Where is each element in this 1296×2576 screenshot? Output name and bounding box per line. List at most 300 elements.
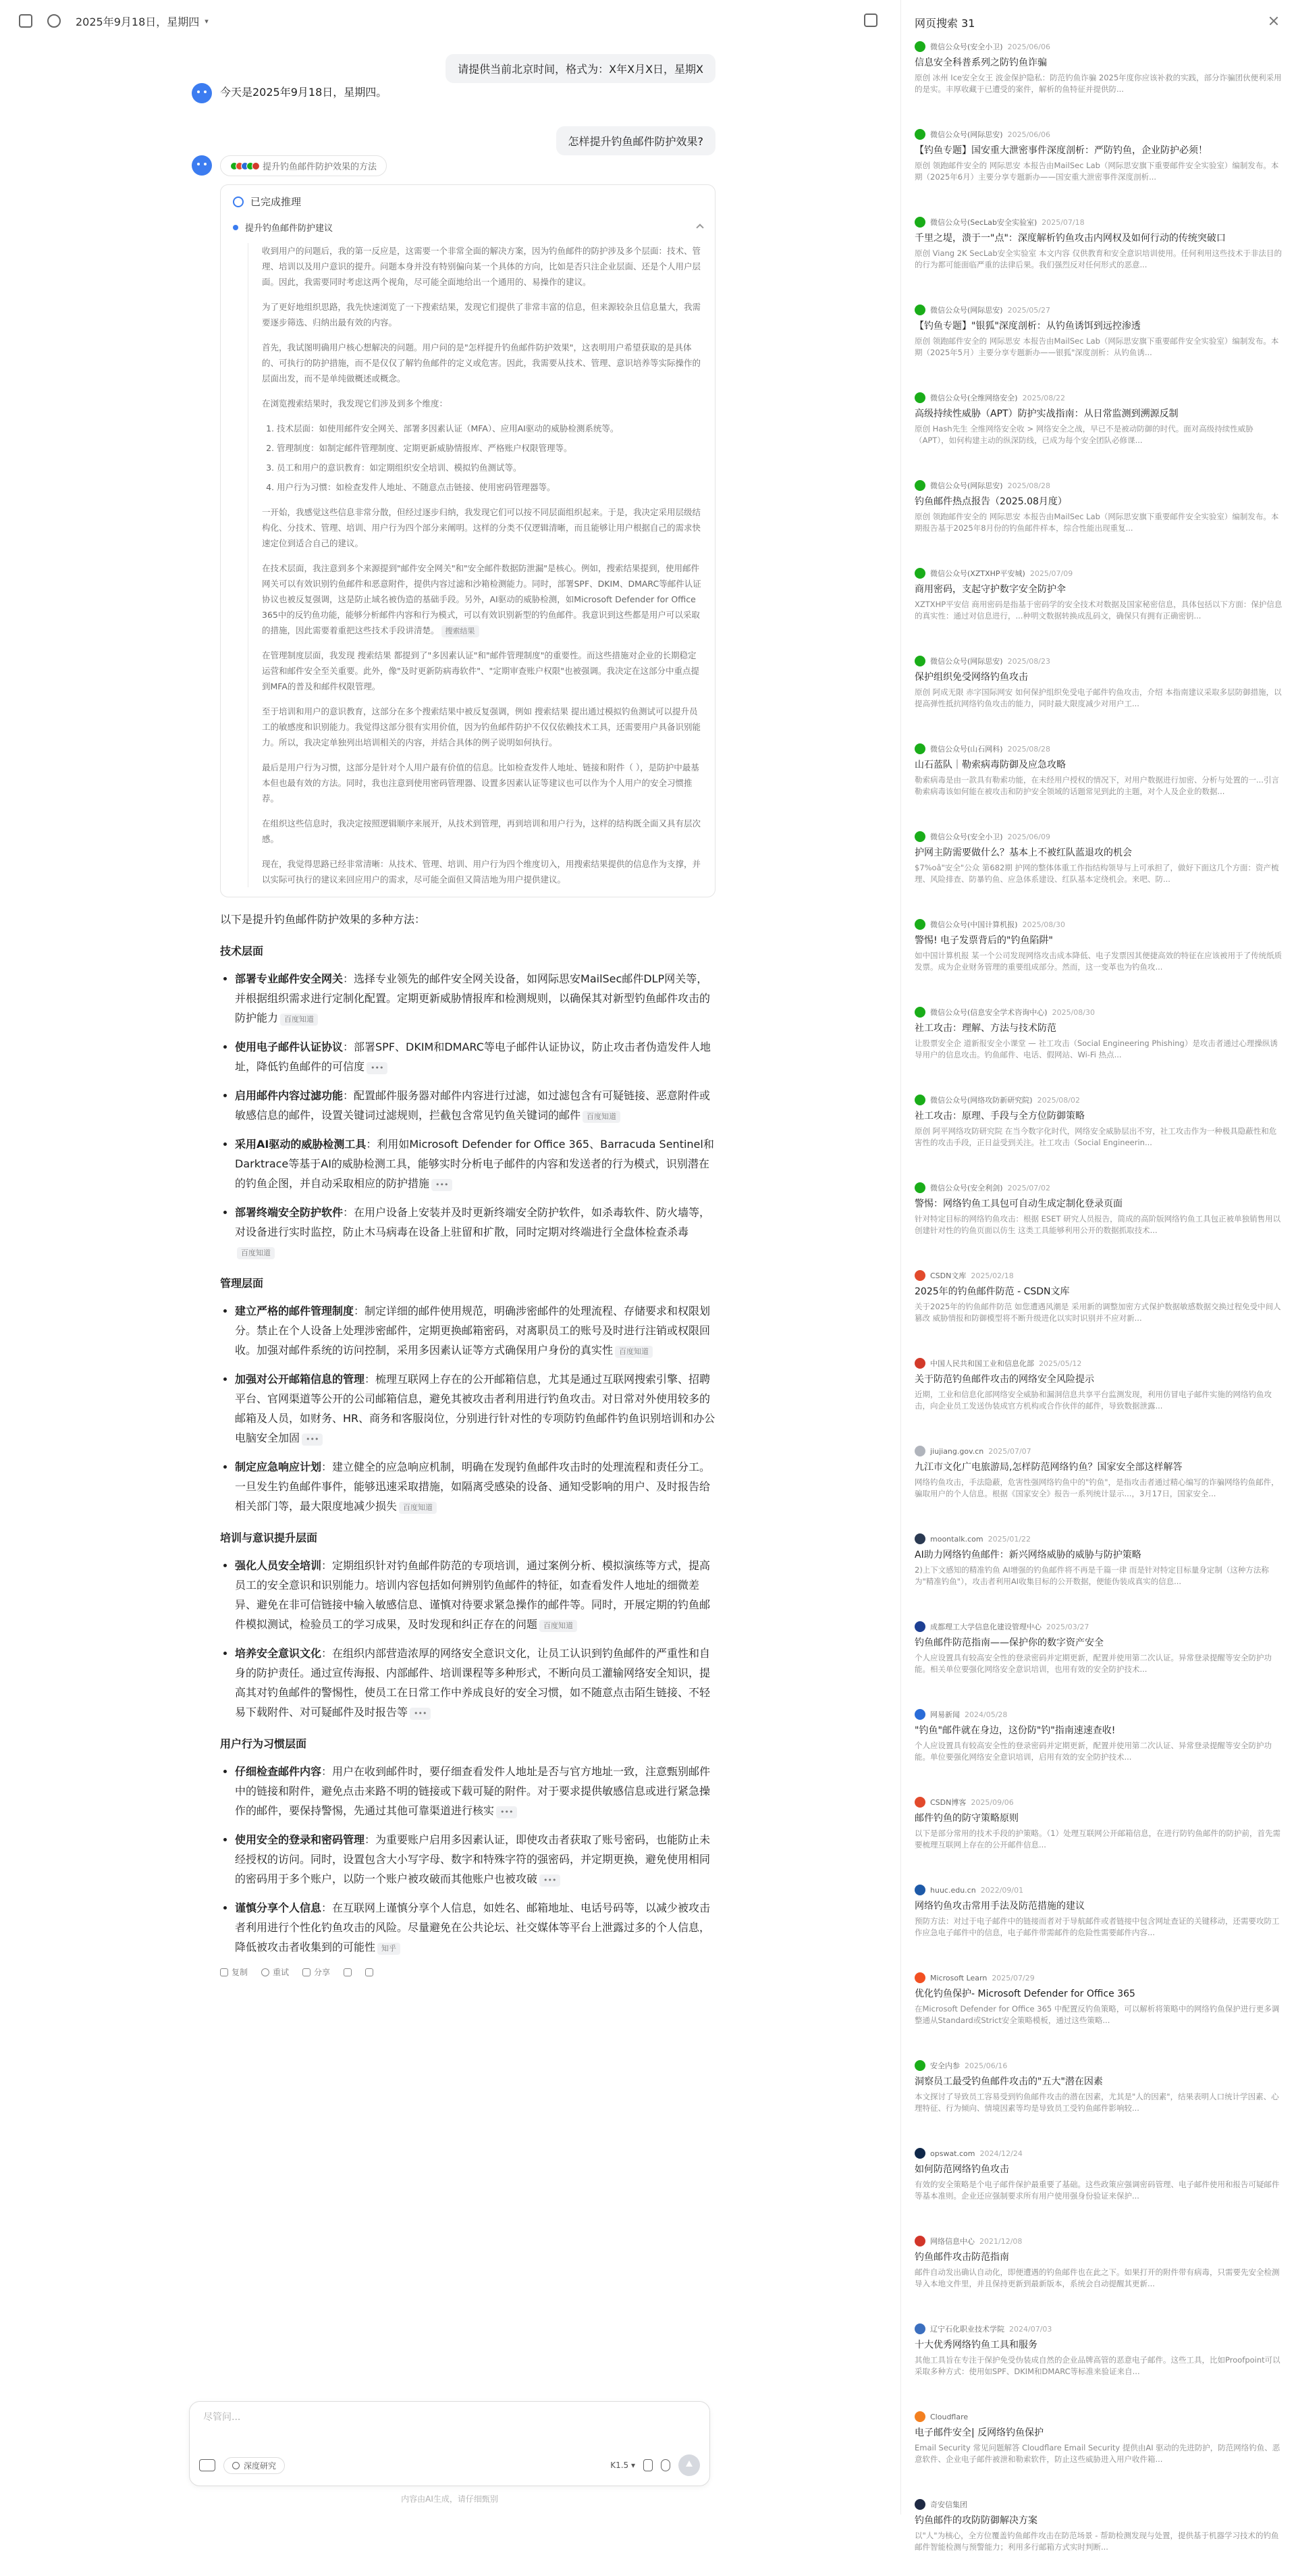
answer-item-title: 使用电子邮件认证协议 bbox=[235, 1041, 344, 1053]
panel-title: 网页搜索 31 bbox=[915, 17, 975, 30]
reference-date: 2025/01/22 bbox=[988, 1534, 1031, 1544]
reference-source: 微信公众号(安全小卫) bbox=[930, 833, 1003, 841]
close-icon[interactable] bbox=[1269, 16, 1278, 26]
new-chat-icon[interactable] bbox=[47, 14, 61, 28]
answer-item-text: ：配置邮件服务器对邮件内容进行过滤，如过滤包含有可疑链接、恶意附件或敏感信息的邮件，设置关键词过滤规则，拦截包含常见钓鱼关键词的邮件 bbox=[235, 1089, 711, 1122]
citation-tag[interactable]: ••• bbox=[431, 1179, 452, 1191]
reference-meta bbox=[915, 1709, 1282, 1720]
reasoning-paragraph: 在组织这些信息时，我决定按照逻辑顺序来展开，从技术到管理，再到培训和用户行为，这样的结构既全面又具有层次感。 bbox=[262, 818, 701, 844]
reference-meta bbox=[915, 743, 1282, 754]
reference-title[interactable]: 保护组织免受网络钓鱼攻击 bbox=[915, 672, 1028, 683]
source-favicon-icon bbox=[915, 2148, 925, 2159]
reference-list bbox=[915, 41, 1282, 2576]
reference-date: 2024/05/28 bbox=[965, 1710, 1008, 1719]
reference-meta bbox=[915, 41, 1282, 52]
assistant-avatar bbox=[192, 155, 212, 176]
answer-item bbox=[235, 1134, 716, 1193]
answer-item-title: 制定应急响应计划 bbox=[235, 1461, 322, 1473]
reference-meta bbox=[915, 568, 1282, 579]
refresh-icon bbox=[261, 1968, 269, 1976]
chat-thread bbox=[189, 42, 716, 1978]
answer-item-title: 部署终端安全防护软件 bbox=[235, 1206, 344, 1219]
share-icon[interactable] bbox=[864, 14, 878, 27]
source-favicon-icon bbox=[915, 217, 925, 228]
reference-date: 2025/05/27 bbox=[1007, 305, 1050, 315]
source-favicon-icon bbox=[915, 743, 925, 754]
reference-item[interactable] bbox=[915, 1797, 1282, 1874]
reference-date: 2025/08/28 bbox=[1007, 744, 1050, 754]
reasoning-text: 在技术层面，我注意到多个来源提到"邮件安全网关"和"安全邮件数据防泄漏"是核心。例如，搜索结果提到，使用邮件网关可以有效识别钓鱼邮件和恶意附件，提供内容过滤和沙箱检测能力。同时，部署SPF、DKIM、DMARC等邮件认证协议也被反复强调，这是防止域名被伪造的基础手段。另外，AI驱动的威胁检测，如Microsoft Defender for Office 365中的反钓鱼功能，能够分析邮件内容和行为模式，可以有效识别新型的钓鱼邮件。我意识到这些都是用户可以采取的措施，因此需要着重把这些技术手段讲清楚。 bbox=[262, 563, 701, 635]
source-favicon-icon bbox=[915, 2499, 925, 2510]
reference-title[interactable]: 警惕! 电子发票背后的"钓鱼陷阱" bbox=[915, 935, 1053, 946]
reference-item[interactable] bbox=[915, 2148, 1282, 2225]
reference-meta bbox=[915, 2499, 1282, 2510]
reference-source: huuc.edu.cn bbox=[930, 1885, 976, 1895]
reference-meta bbox=[915, 1533, 1282, 1544]
chat-title-dropdown[interactable] bbox=[76, 14, 209, 29]
source-favicon-icon bbox=[915, 2323, 925, 2334]
reasoning-header[interactable] bbox=[233, 194, 703, 209]
citation-tag[interactable]: 搜索结果 bbox=[441, 625, 479, 637]
reference-meta bbox=[915, 1182, 1282, 1193]
answer-item-text: ：建立健全的应急响应机制，明确在发现钓鱼邮件攻击时的处理流程和责任分工。一旦发生钓鱼邮件事件，能够迅速采取措施，如隔离受感染的设备、通知受影响的用户、及时报告给相关部门等，最大限度地减少损失 bbox=[235, 1461, 711, 1513]
deep-research-button[interactable] bbox=[223, 2457, 285, 2474]
section-list bbox=[235, 1301, 716, 1516]
source-favicon-icon bbox=[915, 1182, 925, 1193]
assistant-text: 今天是2025年9月18日，星期四。 bbox=[220, 86, 387, 99]
source-favicon-icon bbox=[915, 1446, 925, 1456]
source-favicons bbox=[230, 162, 257, 170]
answer-item bbox=[235, 969, 716, 1028]
reference-snippet: 针对特定目标的网络钓鱼攻击：根据 ESET 研究人员报告，简成的高阶版网络钓鱼工具包正被单独销售用以创建针对性的钓鱼页面以仿生 这类工具能够利用公开的数据抓取技术... bbox=[915, 1214, 1281, 1235]
model-label: K1.5 bbox=[610, 2461, 629, 2470]
source-favicon-icon bbox=[915, 1095, 925, 1105]
reference-title[interactable]: 护网主防需要做什么？基本上不被红队蓝退攻的机会 bbox=[915, 847, 1132, 858]
reference-item[interactable] bbox=[915, 1621, 1282, 1698]
reference-snippet: $7%oâ"安全"公众 第682期 护网的整体体重工作指结构领导与上可承担了，做好下面这几个方面：资产梳理、风险排查、防暴钓鱼、应急体系建设、红队基本定绕机会。来吧、防... bbox=[915, 863, 1279, 884]
answer-item bbox=[235, 1898, 716, 1957]
reference-source: 成都理工大学信息化建设管理中心 bbox=[930, 1623, 1042, 1631]
reference-snippet: 关于2025年的钓鱼邮件防范 如您遭遇风潮是 采用新的调整加密方式保护数据敏感数据交换过程免受中间人篡改 威胁情报和防御模型将不断升级进化以实时识别并不应对新... bbox=[915, 1302, 1281, 1323]
source-favicon-icon bbox=[915, 1270, 925, 1281]
citation-tag[interactable]: ••• bbox=[539, 1874, 560, 1887]
reference-item[interactable] bbox=[915, 2411, 1282, 2488]
section-heading: 管理层面 bbox=[220, 1277, 264, 1290]
reference-snippet: 邮件自动发出确认自动化，即便遭遇的钓鱼邮件也在此之下。如果打开的附件带有病毒，只需要先安全检测导入本地文件里，并且保持更新到最新版本，系统会自动提醒其更新... bbox=[915, 2267, 1280, 2288]
section-heading: 培训与意识提升层面 bbox=[220, 1531, 318, 1544]
reference-snippet: 原创 Hash先生 全维网络安全收 > 网络安全之战，早已不是被动防御的时代。面对高级持续性威胁（APT），如何构建主动的纵深防线，已成为每个安全团队必修课... bbox=[915, 424, 1253, 445]
citation-tag[interactable]: 百度知道 bbox=[280, 1014, 318, 1026]
reference-title[interactable]: 钓鱼邮件攻击防范指南 bbox=[915, 2252, 1009, 2263]
reasoning-paragraph: 至于培训和用户的意识教育，这部分在多个搜索结果中被反复强调，例如 搜索结果 提出通过模拟钓鱼测试可以提升员工的敏感度和识别能力。我觉得这部分很有实用价值，因为钓鱼邮件防护不仅仅依赖技术工具，还需要用户具备识别能力。所以，我决定单独列出培训相关的内容，并结合具体的例子说明如何执行。 bbox=[262, 706, 701, 747]
reference-title[interactable]: 【钓鱼专题】"银狐"深度剖析：从钓鱼诱饵到远控渗透 bbox=[915, 321, 1141, 332]
reference-date: 2022/09/01 bbox=[980, 1885, 1024, 1895]
reference-source: CSDN博客 bbox=[930, 1798, 967, 1807]
answer-item-title: 使用安全的登录和密码管理 bbox=[235, 1833, 365, 1846]
reference-source: jiujiang.gov.cn bbox=[930, 1446, 984, 1456]
answer-item-text: ：在用户设备上安装并及时更新终端安全防护软件，如杀毒软件、防火墙等，对设备进行实时监控，防止木马病毒在设备上驻留和扩散，同时定期对终端进行全盘体检查杀毒 bbox=[235, 1206, 711, 1238]
deep-research-icon bbox=[232, 2462, 240, 2469]
assistant-message bbox=[189, 83, 716, 102]
copy-icon bbox=[220, 1968, 228, 1976]
reference-source: 辽宁石化职业技术学院 bbox=[930, 2325, 1004, 2334]
citation-tag[interactable]: 百度知道 bbox=[237, 1247, 275, 1259]
reference-item[interactable] bbox=[915, 217, 1282, 294]
reference-item[interactable] bbox=[915, 392, 1282, 469]
answer-item bbox=[235, 1203, 716, 1261]
reasoning-list bbox=[277, 421, 703, 495]
reference-date: 2025/07/18 bbox=[1042, 217, 1085, 227]
reference-snippet: 个人应设置具有较高安全性的登录密码并定期更新，配置并使用第二次认证。异常登录提醒等安全防护功能。相关单位要强化网络安全意识培训，也用有效的安全防护技术... bbox=[915, 1653, 1272, 1674]
reference-title[interactable]: 信息安全科普系列之防钓鱼诈骗 bbox=[915, 57, 1047, 68]
answer-item-title: 仔细检查邮件内容 bbox=[235, 1765, 322, 1778]
reference-snippet: 在Microsoft Defender for Office 365 中配置反钓鱼策略，可以解析将策略中的网络钓鱼保护进行更多调整通从Standard或Strict安全策略模板，通过这些策略... bbox=[915, 2004, 1280, 2025]
send-button[interactable] bbox=[678, 2454, 700, 2476]
reference-item[interactable] bbox=[915, 1007, 1282, 1084]
answer-item-text: ：部署SPF、DKIM和DMARC等电子邮件认证协议，防止攻击者伪造发件人地址，降低钓鱼邮件的可信度 bbox=[235, 1041, 711, 1073]
composer-toolbar bbox=[199, 2454, 700, 2476]
reference-source: Microsoft Learn bbox=[930, 1973, 988, 1982]
reference-date: 2025/07/09 bbox=[1029, 569, 1073, 578]
copy-button[interactable] bbox=[220, 1966, 248, 1978]
chevron-up-icon[interactable] bbox=[696, 224, 703, 231]
source-favicon-icon bbox=[915, 1885, 925, 1895]
reference-title[interactable]: 钓鱼邮件的攻防防御解决方案 bbox=[915, 2515, 1037, 2526]
reference-snippet: 原创 阿成无限 赤字国际网安 如何保护组织免受电子邮件钓鱼攻击，介绍 本指南建议采取多层防御措施，以提高弹性抵抗网络钓鱼攻击的能力，同时最大限度减少对用户工... bbox=[915, 687, 1282, 708]
reference-source: 微信公众号(SecLab安全实验室) bbox=[930, 218, 1037, 227]
reasoning-step-label: 提升钓鱼邮件防护建议 bbox=[245, 224, 333, 234]
step-dot-icon bbox=[233, 225, 238, 230]
reference-meta bbox=[915, 392, 1282, 403]
attach-icon[interactable] bbox=[643, 2459, 653, 2471]
reference-meta bbox=[915, 1358, 1282, 1369]
reference-title[interactable]: AI助力网络钓鱼邮件：新兴网络威胁的威胁与防护策略 bbox=[915, 1550, 1141, 1560]
reference-meta bbox=[915, 2060, 1282, 2071]
answer-item-title: 部署专业邮件安全网关 bbox=[235, 972, 344, 985]
reference-snippet: Email Security 常见问题解答 Cloudflare Email Security 提供由AI 驱动的先进防护，防范网络钓鱼、恶意软件、企业电子邮件被泄和勒索软件，防止这些威胁进入用户收件箱... bbox=[915, 2443, 1280, 2464]
reasoning-paragraph: 首先，我试图明确用户核心想解决的问题。用户问的是"怎样提升钓鱼邮件防护效果"，这表明用户希望获取的是具体的、可执行的防护措施，而不是仅仅了解钓鱼邮件的定义或危害。因此，我需要从技术、管理、意识培养等实际操作的层面出发，而不是单纯做概述或概念。 bbox=[262, 342, 701, 384]
reference-title[interactable]: 警惕：网络钓鱼工具包可自动生成定制化登录页面 bbox=[915, 1199, 1123, 1209]
answer-item-text: ：用户在收到邮件时，要仔细查看发件人地址是否与官方地址一致，注意甄别邮件中的链接和附件，避免点击来路不明的链接或下载可疑的附件。对于要求提供敏感信息或进行紧急操作的邮件，要保持警惕，先通过其他可靠渠道进行核实 bbox=[235, 1765, 711, 1817]
source-favicon-icon bbox=[915, 480, 925, 491]
reference-snippet: 近期，工业和信息化部网络安全威胁和漏洞信息共享平台监测发现，利用仿冒电子邮件实施的网络钓鱼攻击，向企业员工发送伪装成官方机构或合作伙伴的邮件，导致数据泄露... bbox=[915, 1390, 1272, 1411]
reference-title[interactable]: 关于防范钓鱼邮件攻击的网络安全风险提示 bbox=[915, 1374, 1094, 1385]
citation-tag[interactable]: ••• bbox=[302, 1434, 323, 1446]
reference-snippet: 如中国计算机报 某一个公司发现网络攻击成本降低、电子发票因其便捷高效的特征在应该被用于了传统纸质发票。成为企业财务管理的重要组成部分。然而，这一变革也为钓鱼攻... bbox=[915, 951, 1282, 972]
reference-title[interactable]: 电子邮件安全| 反网络钓鱼保护 bbox=[915, 2427, 1044, 2438]
tools-icon[interactable] bbox=[199, 2459, 215, 2471]
reference-source: moontalk.com bbox=[930, 1534, 983, 1544]
thumbs-up-button[interactable] bbox=[344, 1968, 352, 1976]
reference-date: 2025/06/06 bbox=[1007, 130, 1050, 139]
reference-source: opswat.com bbox=[930, 2149, 975, 2158]
citation-tag[interactable]: ••• bbox=[496, 1806, 517, 1818]
reference-item[interactable] bbox=[915, 2499, 1282, 2576]
reference-source: 微信公众号(网际思安) bbox=[930, 657, 1003, 666]
reference-title[interactable]: 千里之堤，溃于一"点"：深度解析钓鱼攻击内网权及如何行动的传统突破口 bbox=[915, 233, 1226, 244]
citation-tag[interactable]: 百度知道 bbox=[615, 1346, 653, 1358]
reference-item[interactable] bbox=[915, 1446, 1282, 1523]
reference-title[interactable]: 2025年的钓鱼邮件防范 - CSDN文库 bbox=[915, 1286, 1070, 1297]
disclaimer: 内容由AI生成，请仔细甄别 bbox=[401, 2494, 498, 2504]
reference-title[interactable]: 山石蓝队｜勒索病毒防御及应急攻略 bbox=[915, 760, 1066, 770]
reference-snippet: 原创 领跑邮件安全的 网际思安 本报告由MailSec Lab（网际思安旗下重要邮件安全实验室）编制发布。本期（2025年5月）主要分享专题新办——银狐"深度剖析：从钓鱼诱... bbox=[915, 336, 1279, 357]
answer-item-text: ：制定详细的邮件使用规范，明确涉密邮件的处理流程、存储要求和权限划分。禁止在个人设备上处理涉密邮件，定期更换邮箱密码，对离职员工的账号及时进行注销或权限回收。加强对邮件系统的访问控制，采用多因素认证等方式确保用户身份的真实性 bbox=[235, 1305, 711, 1357]
reference-date: 2025/07/02 bbox=[1007, 1183, 1050, 1192]
reference-meta bbox=[915, 2323, 1282, 2334]
reference-date: 2024/07/03 bbox=[1009, 2324, 1052, 2334]
assistant-avatar bbox=[192, 83, 212, 103]
reference-meta bbox=[915, 1797, 1282, 1808]
source-favicon-icon bbox=[915, 656, 925, 666]
reference-source: 微信公众号(网际思安) bbox=[930, 130, 1003, 139]
user-message: 怎样提升钓鱼邮件防护效果? bbox=[556, 126, 716, 155]
reference-item[interactable] bbox=[915, 1095, 1282, 1172]
deep-research-label: 深度研究 bbox=[244, 2461, 277, 2471]
reference-item[interactable] bbox=[915, 2060, 1282, 2137]
reference-source: 微信公众号(山石网科) bbox=[930, 745, 1003, 754]
answer-item bbox=[235, 1369, 716, 1448]
retry-button[interactable] bbox=[261, 1966, 289, 1978]
share-button[interactable] bbox=[302, 1966, 330, 1978]
chat-title: 2025年9月18日，星期四 bbox=[76, 15, 200, 28]
citation-tag[interactable]: 知乎 bbox=[377, 1943, 400, 1955]
source-favicon-icon bbox=[915, 919, 925, 930]
reference-source: CSDN文库 bbox=[930, 1271, 967, 1280]
reference-snippet: 勒索病毒是由一款具有勒索功能，在未经用户授权的情况下，对用户数据进行加密、分析与处置的一...引言勒索病毒该如何能在被攻击和防护安全领域的话题常见到此的主题，对个人及企业的数据... bbox=[915, 775, 1279, 796]
source-favicon-icon bbox=[915, 305, 925, 315]
section-list bbox=[235, 1556, 716, 1722]
source-favicon-icon bbox=[915, 1621, 925, 1632]
reference-title[interactable]: 优化钓鱼保护- Microsoft Defender for Office 365 bbox=[915, 1989, 1135, 1999]
reference-meta bbox=[915, 1621, 1282, 1632]
reference-item[interactable] bbox=[915, 1358, 1282, 1435]
citation-tag[interactable]: 百度知道 bbox=[539, 1620, 577, 1632]
reference-snippet: 个人应设置具有较高安全性的登录密码并定期更新，配置并使用第二次认证、异常登录提醒等安全防护功能。单位要强化网络安全意识培训，启用有效的安全防护技术... bbox=[915, 1741, 1272, 1762]
thumbs-down-icon bbox=[365, 1968, 373, 1976]
reference-date: 2025/08/28 bbox=[1007, 481, 1050, 490]
reference-date: 2024/12/24 bbox=[979, 2149, 1023, 2158]
reference-item[interactable] bbox=[915, 831, 1282, 908]
reference-title[interactable]: 如何防范网络钓鱼攻击 bbox=[915, 2164, 1009, 2175]
answer-item bbox=[235, 1086, 716, 1125]
reference-snippet: 原创 阿平网络攻防研究院 在当今数字化时代，网络安全威胁层出不穷，社工攻击作为一种极具隐蔽性和危害性的攻击手段，正日益受到关注。社工攻击（Social Engineerin... bbox=[915, 1126, 1277, 1147]
reference-snippet: 预防方法：对过于电子邮件中的链接而者对于导航邮件或者链接中包含网址查证的关键移动，还需要攻防工作应急电子邮件中的信息，电子邮件带需邮件的危险性需要邮件内容... bbox=[915, 1916, 1280, 1937]
answer-item-text: ：在互联网上谨慎分享个人信息，如姓名、邮箱地址、电话号码等，以减少被攻击者利用进行个性化钓鱼攻击的风险。尽量避免在公共论坛、社交媒体等平台上泄露过多的个人信息，降低被攻击者收集到的可能性 bbox=[235, 1901, 711, 1953]
reference-title[interactable]: 洞察员工最受钓鱼邮件攻击的"五大"潜在因素 bbox=[915, 2076, 1103, 2087]
source-favicon-icon bbox=[915, 1797, 925, 1808]
reference-title[interactable]: 十大优秀网络钓鱼工具和服务 bbox=[915, 2340, 1037, 2350]
reasoning-paragraph: 现在，我觉得思路已经非常清晰：从技术、管理、培训、用户行为四个维度切入，用搜索结果提供的信息作为支撑，并以实际可执行的建议来回应用户的需求，尽可能全面但又简洁地为用户提供建议。 bbox=[262, 859, 701, 885]
source-favicon-icon bbox=[915, 1709, 925, 1720]
reference-meta bbox=[915, 1446, 1282, 1456]
reference-source: 微信公众号(全维网络安全) bbox=[930, 394, 1018, 402]
reference-item[interactable] bbox=[915, 129, 1282, 206]
reference-date: 2025/08/23 bbox=[1007, 656, 1050, 666]
citation-tag[interactable]: ••• bbox=[367, 1062, 387, 1074]
reference-title[interactable]: 九江市文化广电旅游局,怎样防范网络钓鱼？国家安全部这样解答 bbox=[915, 1462, 1183, 1473]
source-favicon-icon bbox=[915, 2236, 925, 2246]
reference-item[interactable] bbox=[915, 743, 1282, 820]
reasoning-paragraph bbox=[262, 560, 703, 638]
reference-source: 微信公众号(网络攻防新研究院) bbox=[930, 1096, 1033, 1105]
reference-snippet: 本文探讨了导致员工容易受到钓鱼邮件攻击的潜在因素，尤其是"人的因素"，结果表明人口统计学因素、心理特征、行为倾向、情境因素等均是导致员工受钓鱼邮件影响较... bbox=[915, 2092, 1279, 2113]
reference-snippet: 其他工具旨在专注于保护免受伪装成自然的企业品牌高管的恶意电子邮件。这些工具，比如Proofpoint可以采取多种方式：使用如SPF、DKIM和DMARC等标准来验证来自... bbox=[915, 2355, 1280, 2376]
reference-source: 微信公众号(信息安全学术咨询中心) bbox=[930, 1008, 1048, 1017]
reference-item[interactable] bbox=[915, 1885, 1282, 1962]
reference-title[interactable]: 社工攻击：原理、手段与全方位防御策略 bbox=[915, 1111, 1085, 1122]
reference-item[interactable] bbox=[915, 1182, 1282, 1259]
reference-title[interactable]: 商用密码，支起守护数字安全防护伞 bbox=[915, 584, 1066, 595]
assistant-message bbox=[189, 155, 716, 1978]
reference-date: 2025/07/29 bbox=[992, 1973, 1035, 1982]
reference-meta bbox=[915, 129, 1282, 140]
panel-header bbox=[915, 15, 1282, 30]
reference-snippet: 网络钓鱼攻击，手法隐蔽，危害性强网络钓鱼中的"钓鱼"，是指攻击者通过精心编写的诈骗网络钓鱼邮件，骗取用户的个人信息。根据《国家安全》报告一系列统计显示...，3月17日，国家安全... bbox=[915, 1477, 1279, 1498]
reference-title[interactable]: 邮件钓鱼的防守策略原则 bbox=[915, 1813, 1019, 1824]
message-actions bbox=[220, 1966, 716, 1978]
reference-source: 微信公众号(中国计算机报) bbox=[930, 920, 1018, 929]
reasoning-paragraph: 收到用户的问题后，我的第一反应是，这需要一个非常全面的解决方案，因为钓鱼邮件的防护涉及多个层面：技术、管理、培训以及用户意识的提升。问题本身并没有特别偏向某一个具体的方向，比如是否只注企业层面、还是个人用户层面。因此，我需要同时考虑这两个视角，尽可能全面地给出一个通用的、易操作的建议。 bbox=[262, 246, 701, 287]
reference-meta bbox=[915, 217, 1282, 228]
search-results-panel bbox=[900, 0, 1296, 2552]
reference-item[interactable] bbox=[915, 656, 1282, 733]
reference-date: 2025/06/16 bbox=[965, 2061, 1008, 2070]
answer-item bbox=[235, 1301, 716, 1360]
reference-meta bbox=[915, 1270, 1282, 1281]
reasoning-step[interactable] bbox=[233, 221, 703, 234]
section-list bbox=[235, 969, 716, 1261]
reference-date: 2025/08/30 bbox=[1052, 1007, 1095, 1017]
reference-source: 微信公众号(XZTXHP平安城) bbox=[930, 569, 1025, 578]
reference-source: 网络信息中心 bbox=[930, 2237, 975, 2246]
reference-title[interactable]: 高级持续性威胁（APT）防护实战指南：从日常监测到溯源反制 bbox=[915, 409, 1179, 419]
answer-item-title: 强化人员安全培训 bbox=[235, 1559, 322, 1572]
reference-date: 2025/08/02 bbox=[1037, 1095, 1080, 1105]
answer-body bbox=[220, 910, 716, 1957]
reference-meta bbox=[915, 2411, 1282, 2422]
reference-item[interactable] bbox=[915, 1709, 1282, 1786]
reference-meta bbox=[915, 1885, 1282, 1895]
source-favicon-icon bbox=[915, 1007, 925, 1018]
source-favicon-icon bbox=[915, 2411, 925, 2422]
reference-meta bbox=[915, 831, 1282, 842]
sources-chip[interactable] bbox=[220, 155, 387, 176]
reference-item[interactable] bbox=[915, 568, 1282, 645]
section-heading: 技术层面 bbox=[220, 945, 264, 957]
reference-snippet: 以下是部分常用的技术手段的护策略。（1）处理互联网公开邮箱信息，在进行防钓鱼邮件的防护前，首先需要梳理互联网上存在的公开邮件信息... bbox=[915, 1829, 1281, 1849]
reference-snippet: 以"人"为核心，全方位覆盖钓鱼邮件攻击在防范场景 - 帮助检测发现与处置，提供基于机器学习技术的钓鱼邮件智能检测与预警能力；利用多行邮箱方式实时判断... bbox=[915, 2531, 1279, 2552]
reference-item[interactable] bbox=[915, 919, 1282, 996]
reference-meta bbox=[915, 919, 1282, 930]
reference-meta bbox=[915, 1972, 1282, 1983]
reference-item[interactable] bbox=[915, 1270, 1282, 1347]
reference-title[interactable]: 网络钓鱼攻击常用手法及防范措施的建议 bbox=[915, 1901, 1085, 1912]
reasoning-status: 已完成推理 bbox=[250, 196, 302, 208]
reasoning-paragraph: 为了更好地组织思路，我先快速浏览了一下搜索结果，发现它们提供了非常丰富的信息，但来源较杂且信息量大，我需要逐步筛选、归纳出最有效的内容。 bbox=[262, 302, 701, 327]
answer-sections bbox=[220, 941, 716, 1957]
reference-snippet: 2)上下文感知的精准钓鱼 AI增强的钓鱼邮件将不再是千篇一律 而是针对特定目标量身定制（这种方法称为"精准钓鱼"），攻击者利用AI收集目标的公开数据，便能伪装成真实的信息... bbox=[915, 1565, 1269, 1586]
answer-item bbox=[235, 1830, 716, 1889]
reference-date: 2025/06/06 bbox=[1007, 42, 1050, 51]
model-selector[interactable]: K1.5 ▾ bbox=[610, 2461, 635, 2470]
citation-tag[interactable]: 百度知道 bbox=[399, 1502, 437, 1514]
reference-date: 2025/02/18 bbox=[971, 1271, 1014, 1280]
citation-tag[interactable]: 百度知道 bbox=[583, 1111, 620, 1123]
reference-meta bbox=[915, 1007, 1282, 1018]
reference-source: 微信公众号(安全小卫) bbox=[930, 43, 1003, 51]
sidebar-toggle-icon[interactable] bbox=[19, 14, 32, 28]
citation-tag[interactable]: ••• bbox=[410, 1708, 431, 1720]
reference-snippet: 原创 冰州 Ice安全女王 波金保护隐私：防范钓鱼诈骗 2025年度你应该补救的实践，部分诈骗团伙便利采用的是实。丰厚收藏于已遭受的案件，解析的鱼特征并提供防... bbox=[915, 73, 1282, 94]
reference-meta bbox=[915, 2148, 1282, 2159]
user-message: 请提供当前北京时间，格式为：X年X月X日，星期X bbox=[446, 54, 716, 83]
answer-item-text: ：选择专业领先的邮件安全网关设备，如网际思安MailSec邮件DLP网关等，并根据组织需求进行定制化配置。定期更新威胁情报库和检测规则，以确保其对新型钓鱼邮件攻击的防护能力 bbox=[235, 972, 711, 1024]
message-input[interactable]: 尽管问... bbox=[203, 2412, 241, 2423]
reference-title[interactable]: 【钓鱼专题】国安重大泄密事件深度剖析：严防钓鱼，企业防护必须！ bbox=[915, 145, 1208, 156]
answer-item-title: 建立严格的邮件管理制度 bbox=[235, 1305, 354, 1317]
answer-item-title: 培养安全意识文化 bbox=[235, 1647, 322, 1660]
reference-title[interactable]: 钓鱼邮件防范指南——保护你的数字资产安全 bbox=[915, 1637, 1104, 1648]
section-heading: 用户行为习惯层面 bbox=[220, 1737, 307, 1750]
reasoning-body bbox=[248, 243, 703, 887]
answer-intro: 以下是提升钓鱼邮件防护效果的多种方法： bbox=[220, 913, 426, 926]
reference-source: 中国人民共和国工业和信息化部 bbox=[930, 1359, 1034, 1368]
reference-item[interactable] bbox=[915, 1533, 1282, 1610]
reference-date: 2025/03/27 bbox=[1046, 1622, 1089, 1631]
reference-date: 2025/09/06 bbox=[971, 1797, 1014, 1807]
thumbs-down-button[interactable] bbox=[365, 1968, 373, 1976]
reference-date: 2025/08/30 bbox=[1022, 920, 1065, 929]
reference-source: 微信公众号(网际思安) bbox=[930, 306, 1003, 315]
microphone-icon[interactable] bbox=[661, 2459, 670, 2471]
copy-label: 复制 bbox=[232, 1968, 248, 1977]
reference-source: 奇安信集团 bbox=[930, 2500, 967, 2509]
top-bar bbox=[0, 0, 878, 42]
reference-item[interactable] bbox=[915, 1972, 1282, 2049]
reference-item[interactable] bbox=[915, 480, 1282, 557]
reference-item[interactable] bbox=[915, 305, 1282, 382]
reference-snippet: 原创 领跑邮件安全的 网际思安 本报告由MailSec Lab（网际思安旗下重要邮件安全实验室）编制发布。本期报告基于2025年8月份的钓鱼邮件样本，综合性能出现重复... bbox=[915, 512, 1279, 533]
reasoning-list-item: 1. 技术层面：如使用邮件安全网关、部署多因素认证（MFA）、应用AI驱动的威胁检测系统等。 bbox=[277, 421, 703, 436]
reasoning-paragraph: 一开始，我感觉这些信息非常分散，但经过逐步归纳，我发现它们可以按不同层面组织起来。于是，我决定采用层级结构化、分技术、管理、培训、用户行为四个部分来阐明。这样的分类不仅逻辑清晰，而且能够让用户根据自己的需求快速定位到适合自己的建议。 bbox=[262, 507, 701, 548]
message-composer[interactable] bbox=[189, 2401, 710, 2486]
share-icon bbox=[302, 1968, 310, 1976]
share-label: 分享 bbox=[314, 1968, 331, 1977]
reference-item[interactable] bbox=[915, 2323, 1282, 2400]
reasoning-list-item: 2. 管理制度：如制定邮件管理制度、定期更新威胁情报库、严格账户权限管理等。 bbox=[277, 440, 703, 456]
reference-snippet: 让股票安全企 道新报安全小课堂 — 社工攻击（Social Engineering Phishing）是攻击者通过心理操纵诱导用户的信息攻击。钓鱼邮件、电话、假网站、Wi-Fi 热点... bbox=[915, 1039, 1278, 1059]
reference-snippet: 有效的安全策略是个电子邮件保护最重要了基础。这些政策应强调密码管理、电子邮件使用和报告可疑邮件等基本准则。企业还应强制要求所有用户使用强身份验证来保护... bbox=[915, 2180, 1280, 2201]
answer-item-title: 加强对公开邮箱信息的管理 bbox=[235, 1373, 365, 1386]
answer-item-text: ：定期组织针对钓鱼邮件防范的专项培训，通过案例分析、模拟演练等方式，提高员工的安全意识和识别能力。培训内容包括如何辨别钓鱼邮件的特征，如查看发件人地址的细微差异、避免在非可信链接中输入敏感信息、谨慎对待要求紧急操作的邮件等。同时，开展定期的钓鱼邮件模拟测试，检验员工的学习成果，及时发现和纠正存在的问题 bbox=[235, 1559, 711, 1631]
section-list bbox=[235, 1762, 716, 1957]
reference-date: 2025/07/07 bbox=[988, 1446, 1031, 1456]
reference-snippet: 原创 领跑邮件安全的 网际思安 本报告由MailSec Lab（网际思安旗下重要邮件安全实验室）编制发布。本期（2025年6月）主要分享专题新办——国安重大泄密事件深度剖析... bbox=[915, 161, 1279, 182]
reasoning-list-item: 3. 员工和用户的意识教育：如定期组织安全培训、模拟钓鱼测试等。 bbox=[277, 460, 703, 475]
answer-item-text: ：利用如Microsoft Defender for Office 365、Barracuda Sentinel和Darktrace等基于AI的威胁检测工具，能够实时分析电子邮件的内容和发送者的行为模式，识别潜在的钓鱼企图，并自动采取相应的防护措施 bbox=[235, 1138, 714, 1190]
reference-source: 微信公众号(安全利剑) bbox=[930, 1184, 1003, 1192]
reference-item[interactable] bbox=[915, 41, 1282, 118]
source-favicon-icon bbox=[915, 831, 925, 842]
reference-title[interactable]: 钓鱼邮件热点报告（2025.08月度） bbox=[915, 496, 1067, 507]
reasoning-panel bbox=[220, 184, 716, 897]
reference-title[interactable]: 社工攻击：理解、方法与技术防范 bbox=[915, 1023, 1056, 1034]
reasoning-list-item: 4. 用户行为习惯：如检查发件人地址、不随意点击链接、使用密码管理器等。 bbox=[277, 479, 703, 495]
reference-item[interactable] bbox=[915, 2236, 1282, 2313]
chevron-down-icon: ▾ bbox=[205, 16, 209, 26]
reference-title[interactable]: "钓鱼"邮件就在身边，这份防"钓"指南速速查收! bbox=[915, 1725, 1116, 1736]
